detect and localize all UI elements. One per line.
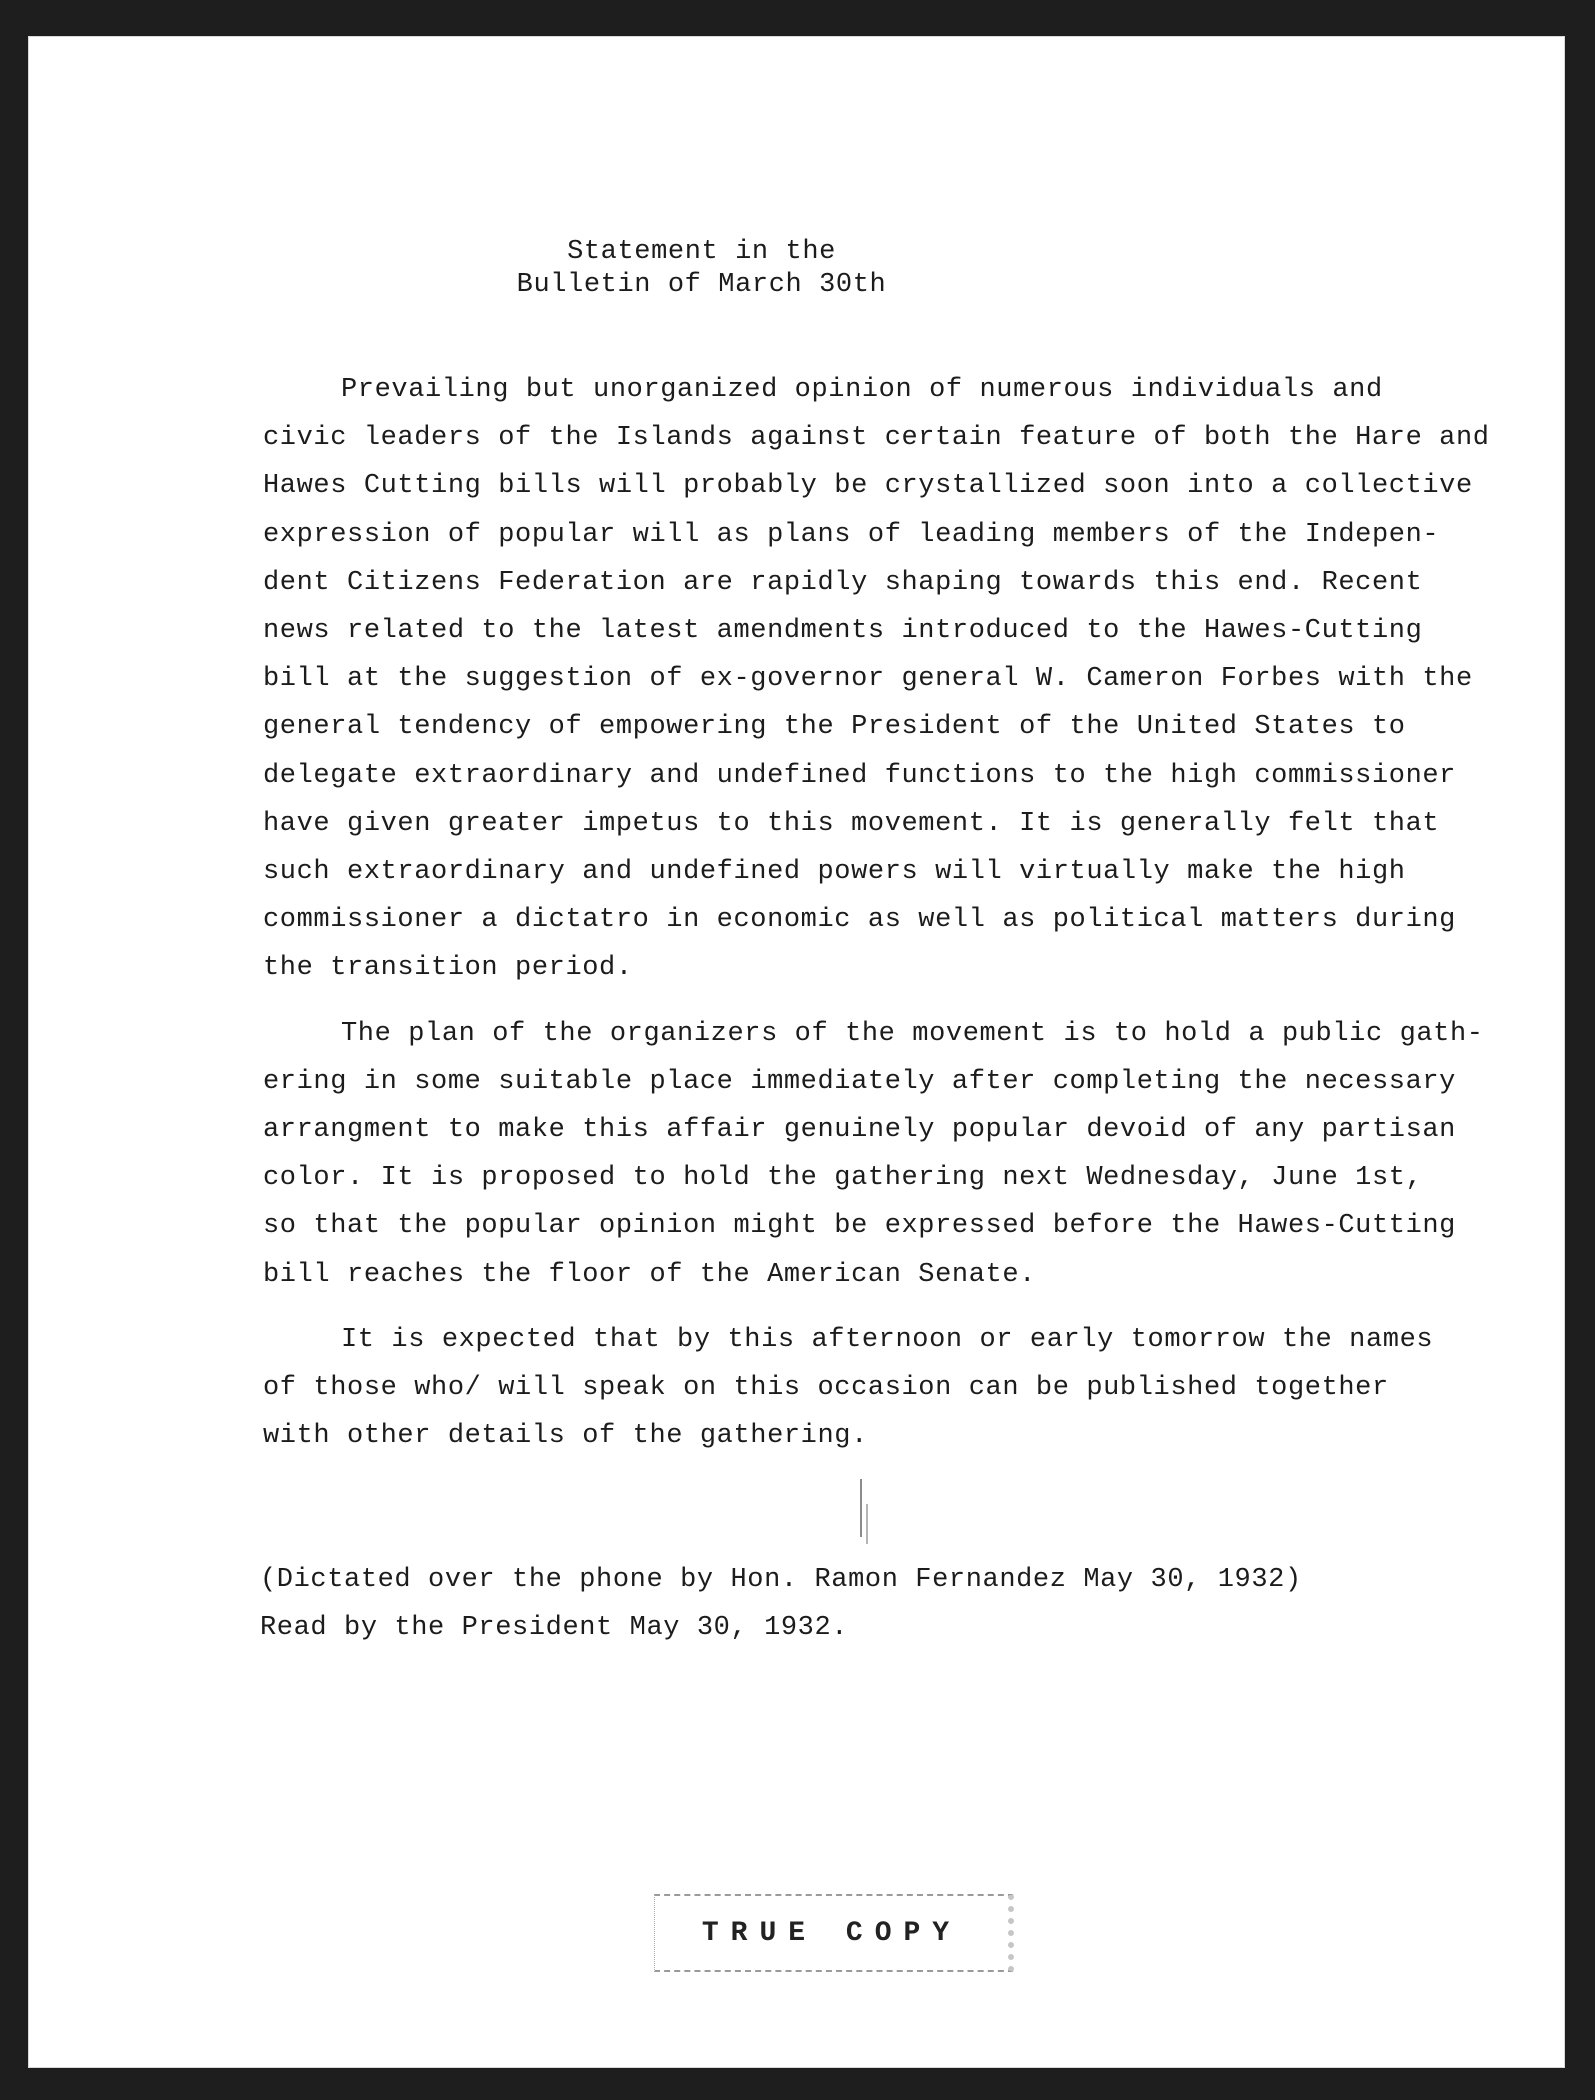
title-line-2: Bulletin of March 30th bbox=[516, 270, 887, 300]
paragraph-2: The plan of the organizers of the movement is to hold a public gath- ering in some suitable place immediately after completing the necessary arrangment to make this affair genuinely popular devoid of any partisan color. It is proposed to hold the gathering next Wednesday, June 1st, so that the popular opinion might be expressed before the Hawes-Cutting bill reaches the floor of the American Senate. bbox=[263, 1018, 1484, 1290]
stamp-text: TRUE COPY bbox=[701, 1917, 962, 1949]
title-line-1: Statement in the bbox=[567, 237, 836, 267]
pen-mark-faint bbox=[866, 1504, 868, 1544]
pen-mark bbox=[860, 1479, 862, 1537]
document-body bbox=[263, 366, 1493, 1477]
document-footer bbox=[260, 1556, 1302, 1652]
dictated-note: (Dictated over the phone by Hon. Ramon Fernandez May 30, 1932) bbox=[260, 1565, 1302, 1595]
document-page bbox=[28, 36, 1565, 2068]
read-note: Read by the President May 30, 1932. bbox=[260, 1613, 849, 1643]
paragraph-1: Prevailing but unorganized opinion of numerous individuals and civic leaders of the Islands against certain feature of both the Hare and Hawes Cutting bills will probably be crystallized soon into a collective expression of popular will as plans of leading members of the Indepen- dent Citizens Federation are rapidly shaping towards this end. Recent news related to the latest amendments introduced to the Hawes-Cutting bill at the suggestion of ex-governor general W. Cameron Forbes with the general tendency of empowering the President of the United States to delegate extraordinary and undefined functions to the high commissioner have given greater impetus to this movement. It is generally felt that such extraordinary and undefined powers will virtually make the high commissioner a dictatro in economic as well as political matters during the transition period. bbox=[263, 375, 1490, 984]
paragraph-3: It is expected that by this afternoon or early tomorrow the names of those who/ will speak on this occasion can be published together with other details of the gathering. bbox=[263, 1324, 1434, 1452]
true-copy-stamp bbox=[654, 1894, 1014, 1972]
document-title bbox=[0, 236, 1470, 302]
